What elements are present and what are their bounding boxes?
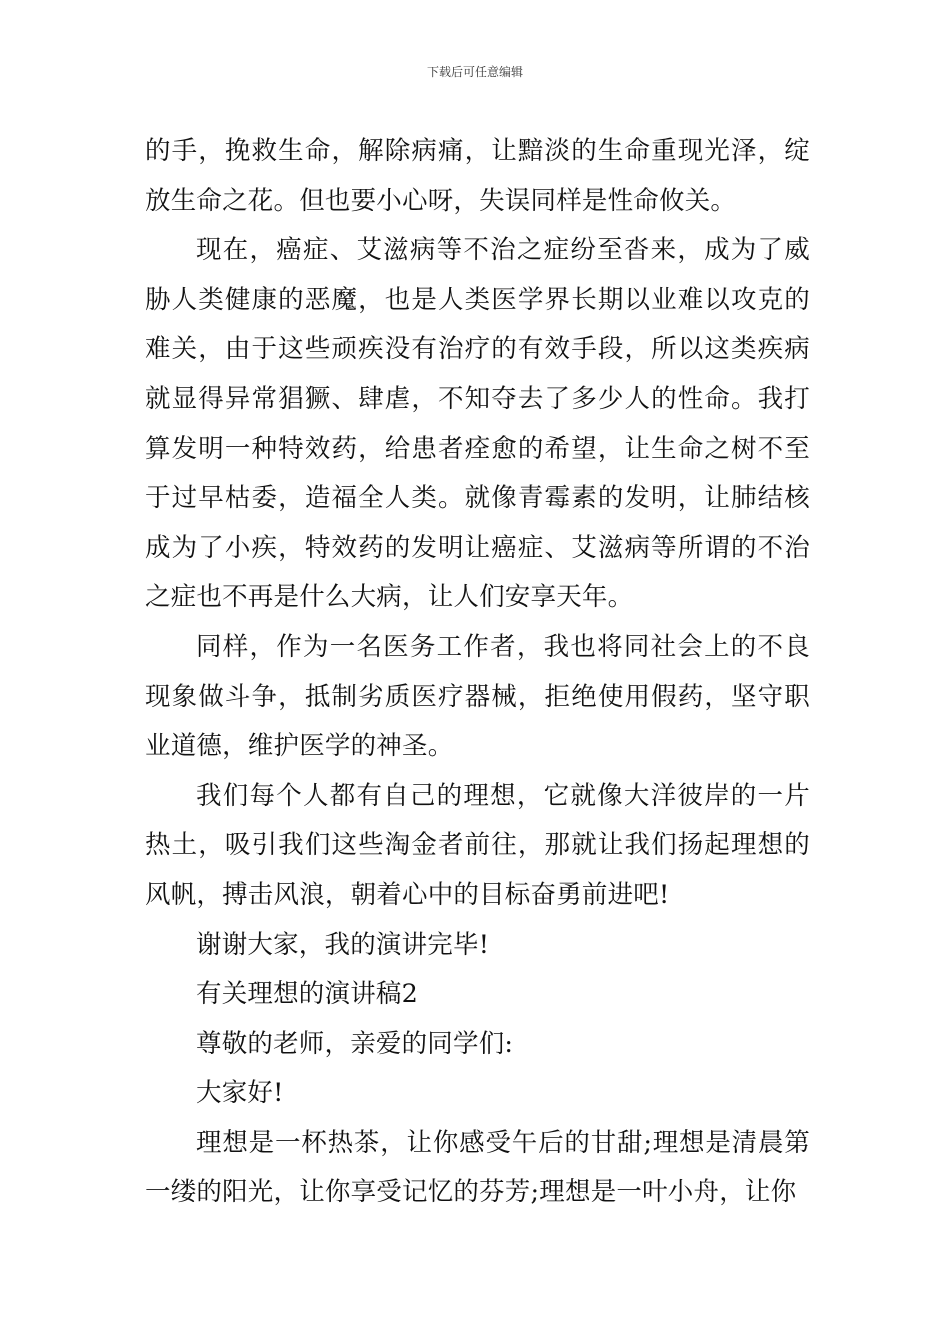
greeting: 大家好! bbox=[196, 1078, 284, 1109]
paragraph-4: 我们每个人都有自己的理想，它就像大洋彼岸的一片热土，吸引我们这些淘金者前往，那就让我们扬起理想的风帆，搏击风浪，朝着心中的目标奋勇前进吧! bbox=[145, 780, 810, 910]
salutation: 尊敬的老师，亲爱的同学们: bbox=[196, 1028, 514, 1059]
section-title: 有关理想的演讲稿2 bbox=[196, 979, 419, 1010]
document-body bbox=[145, 127, 810, 1218]
paragraph-5: 理想是一杯热茶，让你感受午后的甘甜;理想是清晨第一缕的阳光，让你享受记忆的芬芳;理想是一叶小舟，让你 bbox=[145, 1127, 810, 1208]
page-header-note: 下载后可任意编辑 bbox=[426, 65, 523, 79]
paragraph-1: 的手，挽救生命，解除病痛，让黯淡的生命重现光泽，绽放生命之花。但也要小心呀，失误同样是性命攸关。 bbox=[145, 136, 810, 216]
paragraph-3: 同样，作为一名医务工作者，我也将同社会上的不良现象做斗争，抵制劣质医疗器械，拒绝使用假药，坚守职业道德，维护医学的神圣。 bbox=[145, 631, 810, 762]
closing-thanks: 谢谢大家，我的演讲完毕! bbox=[196, 929, 490, 960]
paragraph-2: 现在，癌症、艾滋病等不治之症纷至沓来，成为了威胁人类健康的恶魔，也是人类医学界长期以业难以攻克的难关，由于这些顽疾没有治疗的有效手段，所以这类疾病就显得异常猖獗、肆虐，不知夺去了多少人的性命。我打算发明一种特效药，给患者痊愈的希望，让生命之树不至于过早枯委，造福全人类。就像青霉素的发明，让肺结核成为了小疾，特效药的发明让癌症、艾滋病等所谓的不治之症也不再是什么大病，让人们安享天年。 bbox=[145, 235, 810, 613]
